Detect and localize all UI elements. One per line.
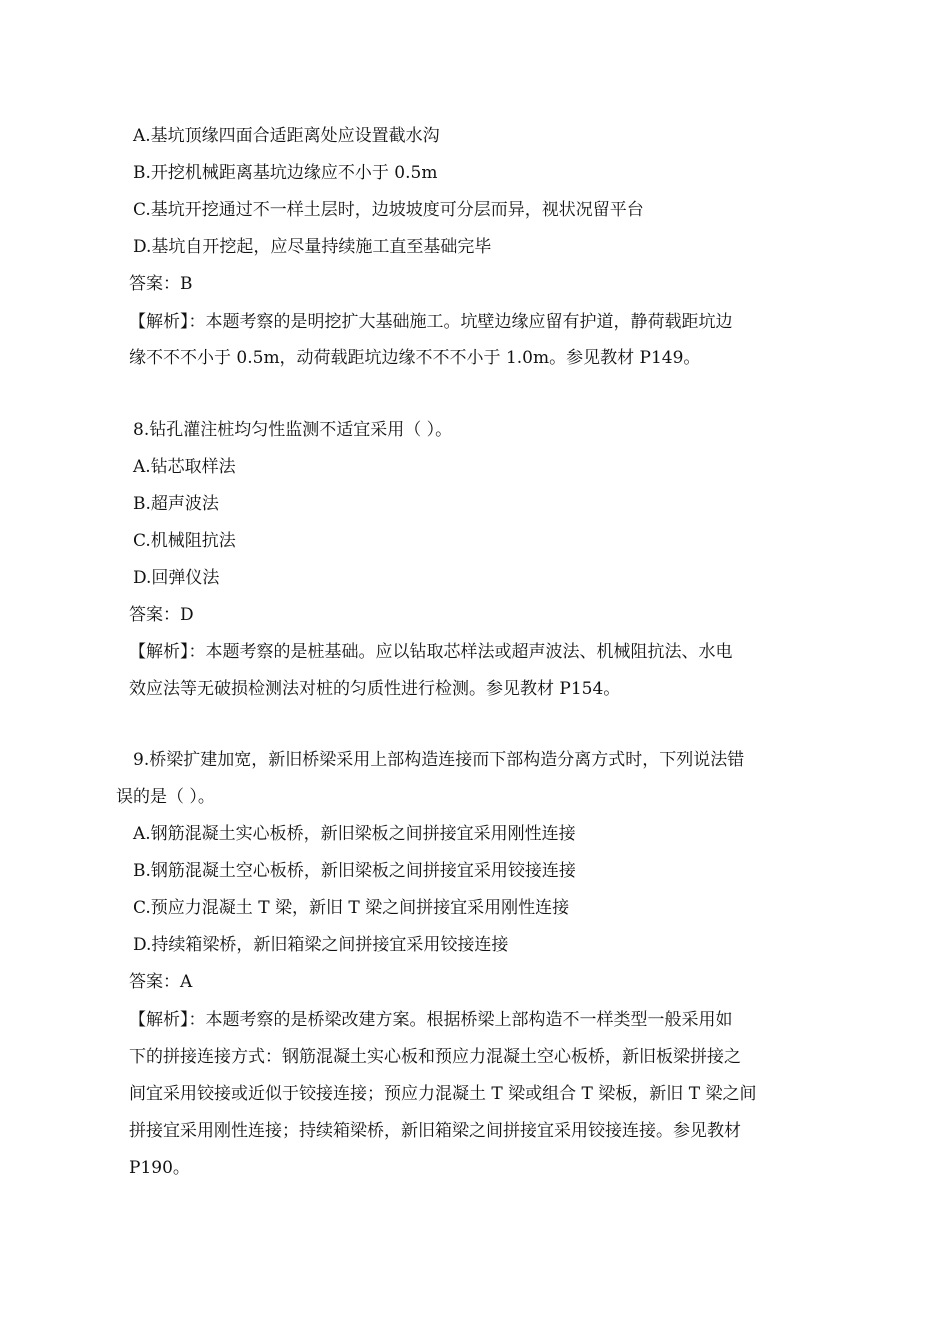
q9-stem: 误的是（ ）。 [116, 787, 215, 807]
q9-option-c: C.预应力混凝土 T 梁，新旧 T 梁之间拼接宜采用刚性连接 [133, 898, 570, 918]
q9-answer: 答案：A [129, 972, 193, 992]
q9-explanation-line: P190。 [129, 1158, 190, 1178]
q9-explanation-line: 间宜采用铰接或近似于铰接连接；预应力混凝土 T 梁或组合 T 梁板，新旧 T 梁之间 [129, 1084, 757, 1104]
q7-explanation-line: 【解析】：本题考察的是明挖扩大基础施工。坑壁边缘应留有护道，静荷载距坑边 [129, 312, 733, 332]
q9-option-b: B.钢筋混凝土空心板桥，新旧梁板之间拼接宜采用铰接连接 [133, 861, 576, 881]
q9-stem: 9.桥梁扩建加宽，新旧桥梁采用上部构造连接而下部构造分离方式时，下列说法错 [133, 750, 745, 770]
q9-explanation-line: 【解析】：本题考察的是桥梁改建方案。根据桥梁上部构造不一样类型一般采用如 [129, 1010, 733, 1030]
q8-option-a: A.钻芯取样法 [133, 457, 236, 477]
q7-option-a: A.基坑顶缘四面合适距离处应设置截水沟 [133, 126, 440, 146]
q7-option-d: D.基坑自开挖起，应尽量持续施工直至基础完毕 [133, 237, 492, 257]
q8-option-c: C.机械阻抗法 [133, 531, 236, 551]
q7-answer: 答案：B [129, 274, 193, 294]
q9-option-a: A.钢筋混凝土实心板桥，新旧梁板之间拼接宜采用刚性连接 [133, 824, 576, 844]
q8-option-b: B.超声波法 [133, 494, 219, 514]
q8-explanation-line: 【解析】：本题考察的是桩基础。应以钻取芯样法或超声波法、机械阻抗法、水电 [129, 642, 733, 662]
q9-option-d: D.持续箱梁桥，新旧箱梁之间拼接宜采用铰接连接 [133, 935, 509, 955]
q9-explanation-line: 下的拼接连接方式：钢筋混凝土实心板和预应力混凝土空心板桥，新旧板梁拼接之 [129, 1047, 741, 1067]
q8-answer: 答案：D [129, 605, 194, 625]
q9-explanation-line: 拼接宜采用刚性连接；持续箱梁桥，新旧箱梁之间拼接宜采用铰接连接。参见教材 [129, 1121, 741, 1141]
q7-option-b: B.开挖机械距离基坑边缘应不小于 0.5m [133, 163, 438, 183]
q8-explanation-line: 效应法等无破损检测法对桩的匀质性进行检测。参见教材 P154。 [129, 679, 621, 699]
q8-stem: 8.钻孔灌注桩均匀性监测不适宜采用（ ）。 [133, 420, 453, 440]
q7-explanation-line: 缘不不不小于 0.5m，动荷载距坑边缘不不不小于 1.0m。参见教材 P149。 [129, 348, 701, 368]
q7-option-c: C.基坑开挖通过不一样土层时，边坡坡度可分层而异，视状况留平台 [133, 200, 644, 220]
q8-option-d: D.回弹仪法 [133, 568, 220, 588]
